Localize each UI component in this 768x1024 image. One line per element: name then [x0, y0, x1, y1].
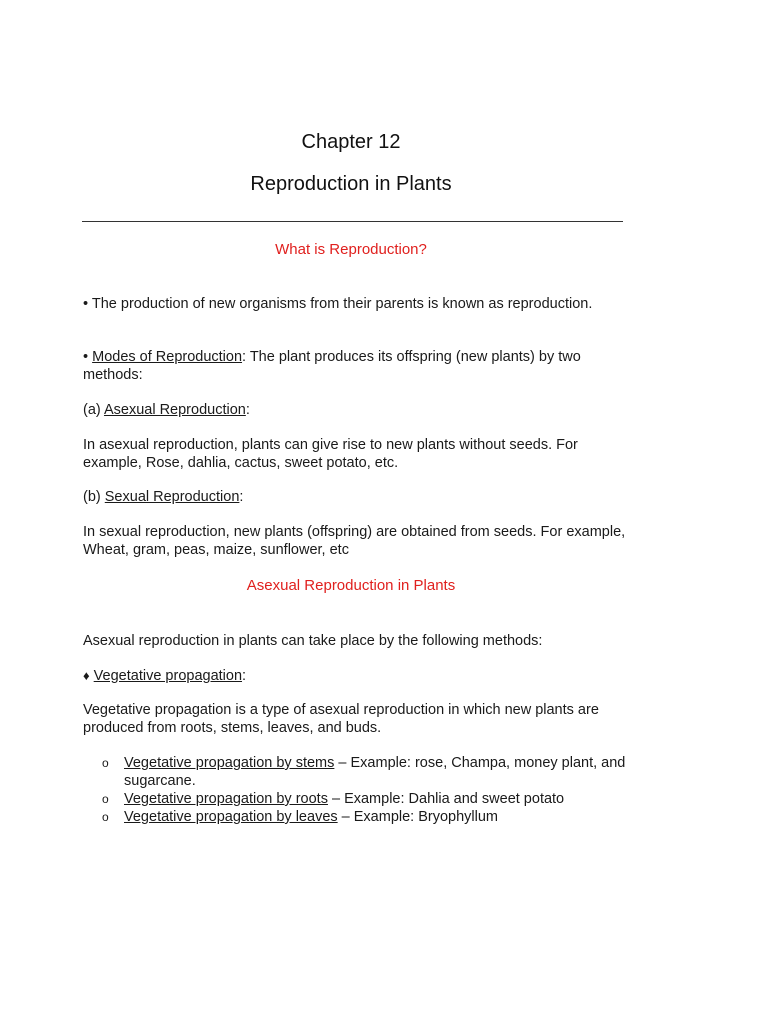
horizontal-rule: [82, 221, 623, 222]
modes-text: : The plant produces its offspring (new plants) by two methods:: [83, 349, 581, 383]
definition-text: The production of new organisms from their parents is known as reproduction.: [91, 296, 593, 312]
list-item-term: Vegetative propagation by roots: [124, 791, 328, 807]
list-item: [102, 754, 632, 790]
list-item-term: Vegetative propagation by leaves: [124, 809, 338, 825]
list-item-text: – Example: Bryophyllum: [337, 809, 499, 825]
bullet-dot: •: [83, 296, 89, 312]
circle-bullet-icon: o: [102, 792, 109, 806]
modes-term: Modes of Reproduction: [92, 349, 243, 365]
paragraph-sexual: In sexual reproduction, new plants (offspring) are obtained from seeds. For example, Wheat, gram, peas, maize, sunflower, etc: [83, 524, 626, 558]
list-item-text: – Example: Dahlia and sweet potato: [327, 791, 565, 807]
list-item-term: Vegetative propagation by stems: [124, 755, 335, 771]
asexual-prefix: (a): [83, 402, 101, 418]
paragraph-definition: [83, 295, 628, 313]
section-heading-asexual-reproduction: Asexual Reproduction in Plants: [246, 577, 456, 594]
bullet-dot: •: [83, 349, 89, 365]
sexual-prefix: (b): [83, 489, 101, 505]
subheading-asexual: [83, 401, 628, 419]
list-item: [102, 808, 632, 826]
vegetative-term: Vegetative propagation: [93, 668, 243, 684]
circle-bullet-icon: o: [102, 756, 109, 770]
diamond-bullet-icon: ♦: [83, 668, 90, 683]
circle-bullet-icon: o: [102, 810, 109, 824]
sexual-term: Sexual Reproduction: [104, 489, 240, 505]
sexual-suffix: :: [239, 489, 244, 505]
section-heading-what-is-reproduction: What is Reproduction?: [275, 241, 427, 258]
chapter-title: Reproduction in Plants: [250, 173, 452, 195]
vegetative-suffix: :: [242, 668, 247, 684]
paragraph-methods-intro: Asexual reproduction in plants can take place by the following methods:: [83, 633, 543, 649]
subheading-sexual: [83, 488, 628, 506]
vegetative-methods-list: [102, 754, 632, 826]
paragraph-vegetative: Vegetative propagation is a type of asexual reproduction in which new plants are produced from roots, stems, leaves, and buds.: [83, 702, 599, 736]
asexual-suffix: :: [245, 402, 250, 418]
paragraph-asexual: In asexual reproduction, plants can give rise to new plants without seeds. For example, Rose, dahlia, cactus, sweet potato, etc.: [83, 437, 578, 471]
chapter-number: Chapter 12: [301, 131, 401, 153]
paragraph-modes: [83, 348, 628, 384]
asexual-term: Asexual Reproduction: [103, 402, 246, 418]
list-item: [102, 790, 632, 808]
subheading-vegetative-propagation: [83, 667, 628, 685]
list-item-text: – Example: rose, Champa, money plant, and sugarcane.: [124, 755, 626, 789]
